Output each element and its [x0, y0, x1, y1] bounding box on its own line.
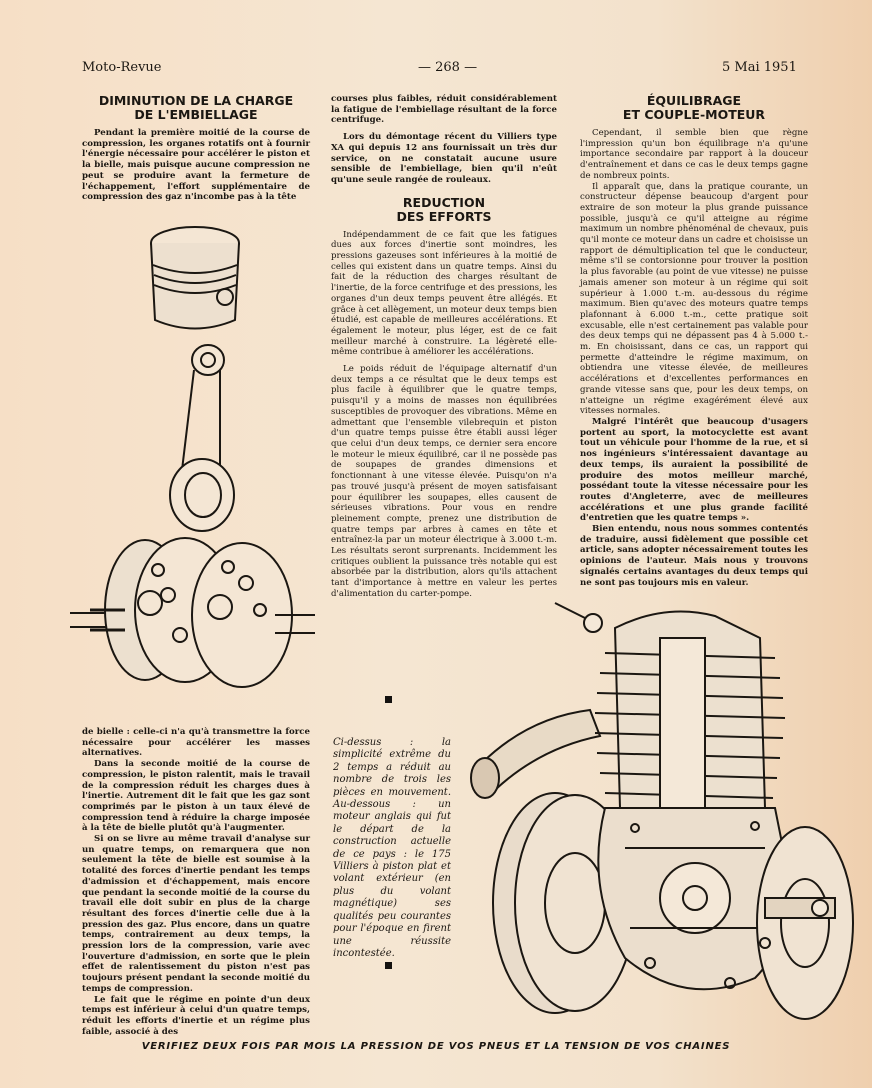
column-1-top	[82, 94, 310, 203]
villiers-engine-illustration	[465, 598, 860, 1030]
paragraph: Il apparaît que, dans la pratique courante, un constructeur dépense beaucoup d'argent pour extraire de son moteur la plus grande puissance possible, jusqu'à ce qu'il atteigne au régime maximum un nombre phénoménal de chevaux, puis qu'il monte ce moteur dans un cadre et choisisse un rapport de démultiplication tel que le conducteur, même s'il se contorsionne pour trouver la position la plus favorable (au point de vue vitesse) ne puisse jamais amener son moteur à un régime qui soit supérieur à 1.000 t.-m. au-dessous du régime maximum. Bien qu'avec des moteurs quatre temps plafonnant à 6.000 t.-m., cette pratique soit excusable, elle n'est certainement pas valable pour des deux temps qui ne dépassent pas 4 à 5.000 t.-m. En choisissant, dans ce cas, un rapport qui permette d'atteindre le régime maximum, on obtiendra une vitesse élevée, de meilleures accélérations et d'excellentes performances en grande vitesse sans que, pour les deux temps, on n'atteigne un régime exagérément élevé aux vitesses normales.	[580, 181, 808, 417]
column-2	[331, 94, 557, 600]
column-3	[580, 94, 808, 588]
section-title-diminution: DIMINUTION DE LA CHARGE DE L'EMBIELLAGE	[98, 93, 294, 122]
bullet-marker	[385, 696, 392, 703]
footer-banner: VERIFIEZ DEUX FOIS PAR MOIS LA PRESSION DE VOS PNEUS ET LA TENSION DE VOS CHAINES	[141, 1041, 731, 1052]
illustration-caption: Ci-dessus : la simplicité extrême du 2 temps a réduit au nombre de trois les pièces en mouvement. Au-dessous : un moteur anglais qui fut le départ de la construction actuelle de ce pays : le 175 Villiers à piston plat et volant extérieur (en plus du volant magnétique) ses qualités peu courantes pour l'époque en firent une réussite incontestée.	[333, 737, 451, 959]
paragraph: Malgré l'intérêt que beaucoup d'usagers portent au sport, la motocyclette est avant tout un véhicule pour l'homme de la rue, et si nos ingénieurs s'intéressaient davantage au deux temps, ils auraient la possibilité de produire des motos meilleur marché, possédant toute la vitesse nécessaire pour les routes d'Angleterre, avec de meilleures accélérations et une plus grande facilité d'entretien que les quatre temps ».	[580, 416, 808, 524]
paragraph: courses plus faibles, réduit considérablement la fatigue de l'embiellage résultant de la force centrifuge.	[331, 94, 557, 126]
paragraph: Le fait que le régime en pointe d'un deux temps est inférieur à celui d'un quatre temps, réduit les efforts d'inertie et un régime plus faible, associé à des	[82, 994, 310, 1037]
paragraph: Cependant, il semble bien que règne l'impression qu'un bon équilibrage n'a qu'une importance secondaire par rapport à la douceur d'entraînement et dans ce cas le deux temps gagne de nombreux points.	[580, 128, 808, 181]
bullet-marker	[385, 962, 392, 969]
paragraph: Pendant la première moitié de la course de compression, les organes rotatifs ont à fournir l'énergie nécessaire pour accélérer le piston et la bielle, mais puisque aucune compression ne peut se produire avant la fermeture de l'échappement, l'effort supplémentaire de compression des gaz n'incombe pas à la tête	[82, 128, 310, 203]
page-number: — 268 —	[418, 60, 478, 75]
paragraph: Si on se livre au même travail d'analyse sur un quatre temps, on remarquera que non seulement la tête de bielle est soumise à la totalité des forces d'inertie pendant les temps d'admission et d'échappement, mais encore que pendant la seconde moitié de la course du travail elle doit subir en plus de la charge résultant des forces d'inertie celle due à la pression des gaz. Plus encore, dans un quatre temps, contrairement au deux temps, la pression lors de la compression, varie avec l'ouverture d'admission, en sorte que le plein effet de ralentissement du piston n'est pas toujours présent pendant la seconde moitié du temps de compression.	[82, 834, 310, 994]
paragraph: Le poids réduit de l'équipage alternatif d'un deux temps a ce résultat que le deux temps est plus facile à équilibrer que le quatre temps, puisqu'il y a moins de masses non équilibrées susceptibles de provoquer des vibrations. Même en admettant que l'ensemble vilebrequin et piston d'un quatre temps puisse être établi aussi léger que celui d'un deux temps, ce dernier sera encore le moteur le mieux équilibré, car il ne possède pas de soupapes de grandes dimensions et fonctionnant à une vitesse élevée. Puisqu'on n'a pas trouvé jusqu'à présent de moyen satisfaisant pour équilibrer les soupapes, elles causent de sérieuses vibrations. Pour vous en rendre pleinement compte, prenez une distribution de quatre temps par arbres à cames en tête et entraînez-la par un moteur électrique à 3.000 t.-m. Les résultats seront surprenants. Incidemment les critiques oublient la puissance très notable qui est absorbée par la distribution, alors qu'ils attachent tant d'importance à mettre en valeur les pertes d'alimentation du carter-pompe.	[331, 364, 557, 599]
publication-name: Moto-Revue	[82, 60, 162, 75]
section-title-reduction: REDUCTION DES EFFORTS	[396, 194, 492, 224]
piston-crankshaft-illustration	[70, 215, 320, 715]
paragraph: de bielle : celle-ci n'a qu'à transmettre la force nécessaire pour accélérer les masses alternatives.	[82, 727, 310, 759]
issue-date: 5 Mai 1951	[722, 60, 797, 75]
section-title-equilibrage: ÉQUILIBRAGE ET COUPLE-MOTEUR	[622, 93, 766, 122]
paragraph: Bien entendu, nous nous sommes contentés de traduire, aussi fidèlement que possible cet article, sans adopter nécessairement toutes les opinions de l'auteur. Mais nous y trouvons signalés certains avantages du deux temps qui ne sont pas toujours mis en valeur.	[580, 524, 808, 588]
paragraph: Dans la seconde moitié de la course de compression, le piston ralentit, mais le travail de la compression réduit les charges dues à l'inertie. Autrement dit le fait que les gaz sont comprimés par le piston à un taux élevé de compression tend à réduire la charge imposée à la tête de bielle plutôt qu'à l'augmenter.	[82, 759, 310, 834]
paragraph: Lors du démontage récent du Villiers type XA qui depuis 12 ans fournissait un très dur service, on ne constatait aucune usure sensible de l'embiellage, bien qu'il n'eût qu'une seule rangée de rouleaux.	[331, 132, 557, 185]
column-1-bottom	[82, 727, 310, 1037]
paragraph: Indépendamment de ce fait que les fatigues dues aux forces d'inertie sont moindres, les pressions gazeuses sont inférieures à la moitié de celles qui existent dans un quatre temps. Ainsi du fait de la réduction des charges résultant de l'inertie, de la force centrifuge et des pressions, les organes d'un deux temps peuvent être allégés. Et grâce à cet allègement, un moteur deux temps bien étudié, est capable de meilleures accélérations. Et également le moteur, plus léger, est de ce fait meilleur marché à construire. La légèreté elle-même contribue à améliorer les accélérations.	[331, 229, 557, 358]
